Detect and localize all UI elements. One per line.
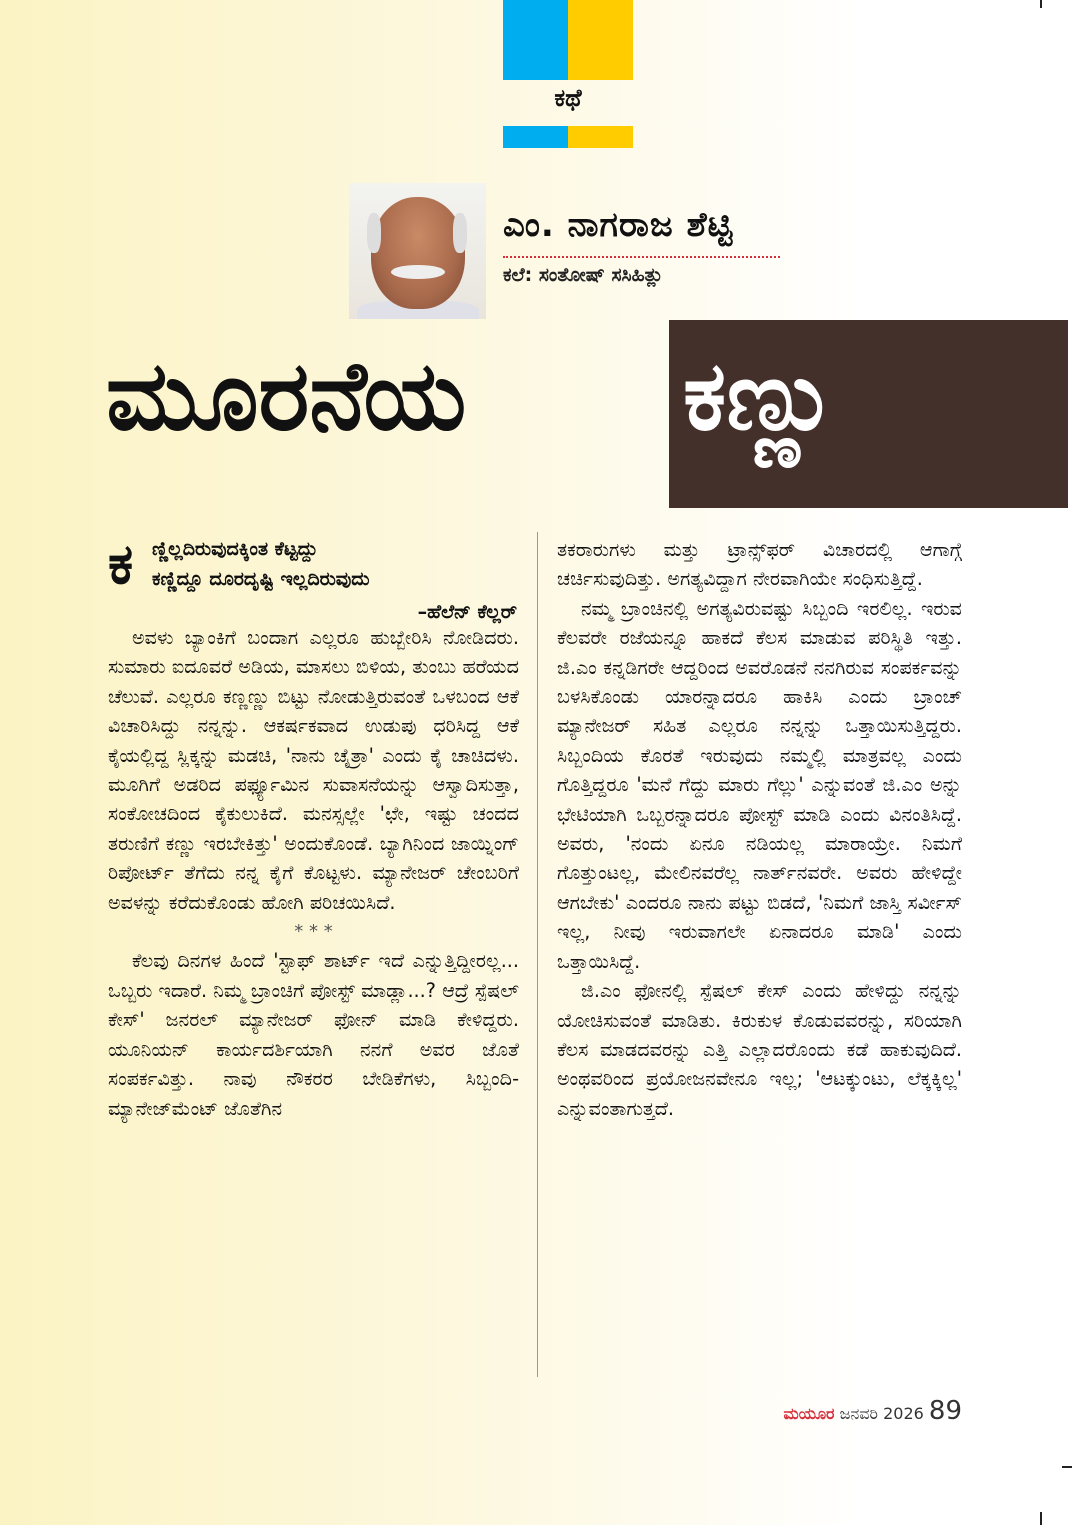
article-column-1 (108, 532, 519, 1123)
epigraph-author: –ಹೆಲೆನ್ ಕೆಲ್ಲರ್ (417, 601, 517, 623)
epigraph-line-1: ಣ್ಣಿಲ್ಲದಿರುವುದಕ್ಕಿಂತ ಕೆಟ್ಟದ್ದು (152, 538, 318, 560)
epigraph-line-2: ಕಣ್ಣಿದ್ದೂ ದೂರದೃಷ್ಟಿ ಇಲ್ಲದಿರುವುದು (152, 568, 370, 590)
author-name: ಎಂ. ನಾಗರಾಜ ಶೆಟ್ಟಿ (503, 205, 734, 245)
paragraph: ತಕರಾರುಗಳು ಮತ್ತು ಟ್ರಾನ್ಸ್‌ಫರ್ ವಿಚಾರದಲ್ಲಿ ಆಗಾಗ್ಗೆ ಚರ್ಚಿಸುವುದಿತ್ತು. ಅಗತ್ಯವಿದ್ದಾಗ ನೇರವಾಗಿಯೇ ಸಂಧಿಸುತ್ತಿದ್ದೆ. (557, 538, 962, 591)
trim-mark (1062, 1466, 1072, 1468)
article-column-2 (557, 535, 962, 1123)
issue-year: 2026 (883, 1404, 924, 1423)
page-footer (741, 1396, 962, 1426)
paragraph: ಜಿ.ಎಂ ಫೋನಲ್ಲಿ ಸ್ಪೆಷಲ್ ಕೇಸ್ ಎಂದು ಹೇಳಿದ್ದು ನನ್ನನ್ನು ಯೋಚಿಸುವಂತೆ ಮಾಡಿತು. ಕಿರುಕುಳ ಕೊಡುವವರನ್ನು, ಸರಿಯಾಗಿ ಕೆಲಸ ಮಾಡದವರನ್ನು ಎತ್ತಿ ಎಲ್ಲಾದರೊಂದು ಕಡೆ ಹಾಕುವುದಿದೆ. ಅಂಥವರಿಂದ ಪ್ರಯೋಜನವೇನೂ ಇಲ್ಲ; 'ಆಟಕ್ಕುಂಟು, ಲೆಕ್ಕಕ್ಕಿಲ್ಲ' ಎನ್ನುವಂತಾಗುತ್ತದೆ. (557, 979, 962, 1120)
section-badge-bottom (503, 126, 633, 148)
issue-month: ಜನವರಿ (839, 1404, 878, 1423)
author-photo (349, 183, 486, 319)
author-divider (503, 256, 780, 258)
paragraph: ಕೆಲವು ದಿನಗಳ ಹಿಂದೆ 'ಸ್ಟಾಫ್ ಶಾರ್ಟ್ ಇದೆ ಎನ್ನುತ್ತಿದ್ದೀರಲ್ಲ... ಒಬ್ಬರು ಇದಾರೆ. ನಿಮ್ಮ ಬ್ರಾಂಚಿಗೆ ಪೋಸ್ಟ್ ಮಾಡ್ಲಾ...? ಆದ್ರೆ ಸ್ಪೆಷಲ್ ಕೇಸ್' ಜನರಲ್ ಮ್ಯಾನೇಜರ್ ಫೋನ್ ಮಾಡಿ ಕೇಳಿದ್ದರು. ಯೂನಿಯನ್ ಕಾರ್ಯದರ್ಶಿಯಾಗಿ ನನಗೆ ಅವರ ಜೊತೆ ಸಂಪರ್ಕವಿತ್ತು. ನಾವು ನೌಕರರ ಬೇಡಿಕೆಗಳು, ಸಿಬ್ಬಂದಿ- ಮ್ಯಾನೇಜ್‌ಮೆಂಟ್ ಜೊತೆಗಿನ (108, 949, 519, 1120)
section-break: * * * (294, 921, 333, 943)
magazine-name: ಮಯೂರ (783, 1404, 835, 1423)
epigraph (108, 532, 519, 623)
section-badge-top (503, 0, 633, 80)
drop-cap: ಕ (108, 532, 134, 597)
title-part-1: ಮೂರನೆಯ (106, 340, 467, 452)
trim-mark (1040, 0, 1042, 8)
title-part-2: ಕಣ್ಣು (683, 340, 839, 452)
column-divider (537, 532, 538, 1377)
illustration-credit: ಕಲೆ: ಸಂತೋಷ್ ಸಸಿಹಿತ್ಲು (503, 264, 664, 286)
page-number: 89 (928, 1396, 962, 1426)
paragraph: ಅವಳು ಬ್ಯಾಂಕಿಗೆ ಬಂದಾಗ ಎಲ್ಲರೂ ಹುಬ್ಬೇರಿಸಿ ನೋಡಿದರು. ಸುಮಾರು ಐದೂವರೆ ಅಡಿಯ, ಮಾಸಲು ಬಿಳಿಯ, ತುಂಬು ಹರೆಯದ ಚೆಲುವೆ. ಎಲ್ಲರೂ ಕಣ್ಣಣ್ಣು ಬಿಟ್ಟು ನೋಡುತ್ತಿರುವಂತೆ ಒಳಬಂದ ಆಕೆ ವಿಚಾರಿಸಿದ್ದು ನನ್ನನ್ನು. ಆಕರ್ಷಕವಾದ ಉಡುಪು ಧರಿಸಿದ್ದ ಆಕೆ ಕೈಯಲ್ಲಿದ್ದ ಸ್ಲಿಕ್ಕನ್ನು ಮಡಚಿ, 'ನಾನು ಚೈತ್ರಾ' ಎಂದು ಕೈ ಚಾಚಿದಳು. ಮೂಗಿಗೆ ಅಡರಿದ ಪರ್ಫ್ಯೂಮಿನ ಸುವಾಸನೆಯನ್ನು ಆಸ್ವಾದಿಸುತ್ತಾ, ಸಂಕೋಚದಿಂದ ಕೈಕುಲುಕಿದೆ. ಮನಸ್ಸಲ್ಲೇ 'ಛೇ, ಇಷ್ಟು ಚಂದದ ತರುಣಿಗೆ ಕಣ್ಣು ಇರಬೇಕಿತ್ತು' ಅಂದುಕೊಂಡೆ. ಬ್ಯಾಗಿನಿಂದ ಜಾಯ್ನಿಂಗ್ ರಿಪೋರ್ಟ್ ತೆಗೆದು ನನ್ನ ಕೈಗೆ ಕೊಟ್ಟಳು. ಮ್ಯಾನೇಜರ್ ಚೇಂಬರಿಗೆ ಅವಳನ್ನು ಕರೆದುಕೊಂಡು ಹೋಗಿ ಪರಿಚಯಿಸಿದೆ. (108, 626, 519, 914)
trim-mark (1040, 1512, 1042, 1525)
section-label: ಕಥೆ (554, 84, 582, 112)
paragraph: ನಮ್ಮ ಬ್ರಾಂಚಿನಲ್ಲಿ ಅಗತ್ಯವಿರುವಷ್ಟು ಸಿಬ್ಬಂದಿ ಇರಲಿಲ್ಲ. ಇರುವ ಕೆಲವರೇ ರಜೆಯನ್ನೂ ಹಾಕದೆ ಕೆಲಸ ಮಾಡುವ ಪರಿಸ್ಥಿತಿ ಇತ್ತು. ಜಿ.ಎಂ ಕನ್ನಡಿಗರೇ ಆದ್ದರಿಂದ ಅವರೊಡನೆ ನನಗಿರುವ ಸಂಪರ್ಕವನ್ನು ಬಳಸಿಕೊಂಡು ಯಾರನ್ನಾದರೂ ಹಾಕಿಸಿ ಎಂದು ಬ್ರಾಂಚ್ ಮ್ಯಾನೇಜರ್ ಸಹಿತ ಎಲ್ಲರೂ ನನ್ನನ್ನು ಒತ್ತಾಯಿಸುತ್ತಿದ್ದರು. ಸಿಬ್ಬಂದಿಯ ಕೊರತೆ ಇರುವುದು ನಮ್ಮಲ್ಲಿ ಮಾತ್ರವಲ್ಲ ಎಂದು ಗೊತ್ತಿದ್ದರೂ 'ಮನೆ ಗೆದ್ದು ಮಾರು ಗೆಲ್ಲು' ಎನ್ನುವಂತೆ ಜಿ.ಎಂ ಅನ್ನು ಭೇಟಿಯಾಗಿ ಒಬ್ಬರನ್ನಾದರೂ ಪೋಸ್ಟ್ ಮಾಡಿ ಎಂದು ವಿನಂತಿಸಿದ್ದೆ. ಅವರು, 'ನಂದು ಏನೂ ನಡಿಯಲ್ಲ ಮಾರಾಯ್ರೇ. ನಿಮಗೆ ಗೊತ್ತುಂಟಲ್ಲ, ಮೇಲಿನವರೆಲ್ಲ ನಾರ್ತ್‌ನವರೇ. ಅವರು ಹೇಳಿದ್ದೇ ಆಗಬೇಕು' ಎಂದರೂ ನಾನು ಪಟ್ಟು ಬಿಡದೆ, 'ನಿಮಗೆ ಜಾಸ್ತಿ ಸರ್ವೀಸ್ ಇಲ್ಲ, ನೀವು ಇರುವಾಗಲೇ ಏನಾದರೂ ಮಾಡಿ' ಎಂದು ಒತ್ತಾಯಿಸಿದ್ದೆ. (557, 596, 962, 973)
